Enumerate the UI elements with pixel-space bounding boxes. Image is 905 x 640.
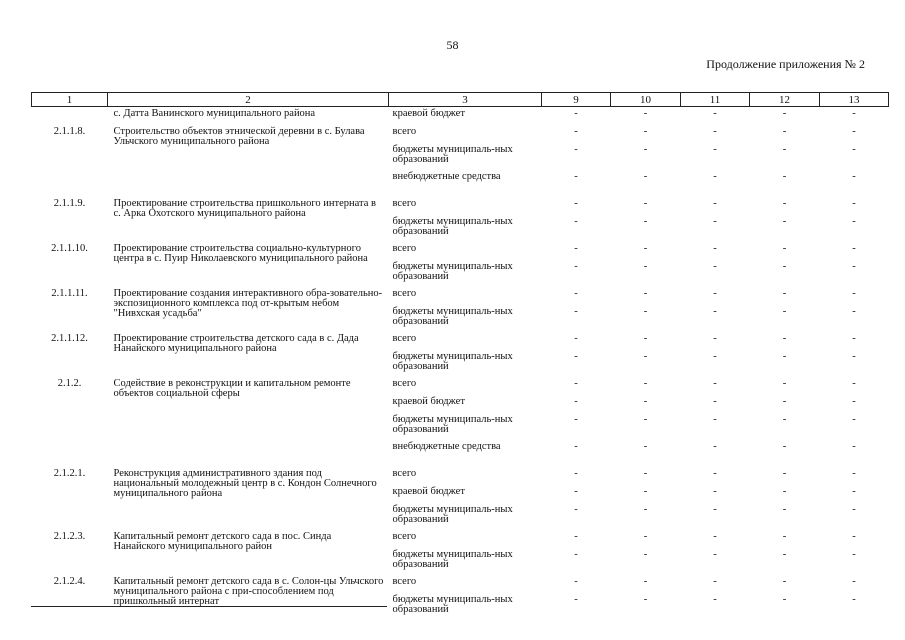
value-cell: - [852, 108, 856, 119]
value-cell: - [574, 170, 578, 182]
value-cell: - [574, 143, 578, 155]
table-row [32, 197, 889, 215]
header-row [32, 93, 889, 107]
value-cell: - [852, 485, 856, 497]
funding-source: бюджеты муниципаль-ных образований [392, 305, 513, 327]
value-cell: - [782, 287, 787, 299]
value-cell: - [713, 170, 717, 182]
value-cell: - [782, 215, 787, 227]
bottom-rule [31, 606, 387, 607]
value-cell: - [852, 143, 856, 155]
column-header: 3 [389, 93, 542, 107]
measure-name: Содействие в реконструкции и капитальном ремонте объектов социальной сферы [113, 377, 351, 399]
value-cell: - [643, 575, 648, 587]
table-row [32, 530, 889, 548]
value-cell: - [713, 530, 717, 542]
funding-source: всего [392, 125, 417, 137]
value-cell: - [852, 242, 856, 254]
value-cell: - [782, 242, 787, 254]
measure-name: Проектирование создания интерактивного обра-зовательно-экспозиционного комплекса под от-крытым небом "Нивхская усадьба" [113, 287, 383, 319]
value-cell: - [713, 197, 717, 209]
value-cell: - [713, 143, 717, 155]
value-cell: - [713, 287, 717, 299]
table-row [32, 467, 889, 485]
value-cell: - [574, 260, 578, 272]
value-cell: - [713, 215, 717, 227]
value-cell: - [574, 440, 578, 452]
measure-code: 2.1.1.12. [51, 332, 88, 344]
measure-code: 2.1.2.3. [53, 530, 86, 542]
value-cell: - [782, 575, 787, 587]
value-cell: - [852, 260, 856, 272]
value-cell: - [643, 305, 648, 317]
value-cell: - [574, 242, 578, 254]
column-header: 1 [32, 93, 108, 107]
value-cell: - [713, 575, 717, 587]
value-cell: - [643, 242, 648, 254]
value-cell: - [852, 467, 856, 479]
value-cell: - [713, 467, 717, 479]
value-cell: - [713, 377, 717, 389]
value-cell: - [852, 377, 856, 389]
column-header: 9 [542, 93, 611, 107]
value-cell: - [782, 440, 787, 452]
value-cell: - [574, 197, 578, 209]
continuation-note: Продолжение приложения № 2 [706, 57, 865, 71]
funding-source: бюджеты муниципаль-ных образований [392, 548, 513, 570]
funding-source: всего [392, 332, 417, 344]
value-cell: - [852, 215, 856, 227]
measure-code: 2.1.2. [57, 377, 82, 389]
value-cell: - [643, 350, 648, 362]
column-header: 10 [611, 93, 681, 107]
value-cell: - [782, 170, 787, 182]
value-cell: - [643, 260, 648, 272]
funding-source: краевой бюджет [392, 395, 465, 407]
value-cell: - [574, 530, 578, 542]
value-cell: - [852, 350, 856, 362]
measure-name: Реконструкция административного здания под национальный молодежный центр в с. Кондон Солнечного муниципального района [113, 467, 377, 499]
value-cell: - [852, 125, 856, 137]
value-cell: - [643, 125, 648, 137]
funding-source: всего [392, 377, 417, 389]
measure-code: 2.1.1.9. [53, 197, 86, 209]
value-cell: - [782, 377, 787, 389]
measure-name: Капитальный ремонт детского сада в пос. Синда Нанайского муниципального район [113, 530, 332, 552]
value-cell: - [852, 548, 856, 560]
value-cell: - [643, 395, 648, 407]
value-cell: - [852, 332, 856, 344]
table-row [32, 125, 889, 143]
measure-name: Проектирование строительства пришкольного интерната в с. Арка Охотского муниципального района [113, 197, 376, 219]
funding-source: бюджеты муниципаль-ных образований [392, 593, 513, 615]
value-cell: - [643, 530, 648, 542]
value-cell: - [713, 242, 717, 254]
value-cell: - [574, 287, 578, 299]
value-cell: - [713, 332, 717, 344]
value-cell: - [713, 395, 717, 407]
value-cell: - [643, 593, 648, 605]
table-body [32, 107, 889, 620]
value-cell: - [782, 305, 787, 317]
value-cell: - [643, 332, 648, 344]
value-cell: - [713, 485, 717, 497]
table-row [32, 242, 889, 260]
value-cell: - [643, 197, 648, 209]
funding-source: бюджеты муниципаль-ных образований [392, 215, 513, 237]
measure-name: Капитальный ремонт детского сада в с. Солон-цы Ульчского муниципального района с при-способлением под пришкольный интернат [113, 575, 384, 607]
value-cell: - [782, 467, 787, 479]
value-cell: - [574, 377, 578, 389]
table-row [32, 287, 889, 305]
funding-source: внебюджетные средства [392, 440, 501, 452]
value-cell: - [852, 575, 856, 587]
value-cell: - [643, 467, 648, 479]
measure-name: Проектирование строительства детского сада в с. Дада Нанайского муниципального района [113, 332, 359, 354]
funding-source: бюджеты муниципаль-ных образований [392, 350, 513, 372]
funding-source: краевой бюджет [392, 108, 465, 119]
value-cell: - [782, 593, 787, 605]
value-cell: - [782, 332, 787, 344]
funding-source: всего [392, 242, 417, 254]
funding-source: всего [392, 575, 417, 587]
value-cell: - [713, 413, 717, 425]
value-cell: - [643, 108, 648, 119]
value-cell: - [713, 108, 717, 119]
funding-source: внебюджетные средства [392, 170, 501, 182]
value-cell: - [643, 485, 648, 497]
measure-code: 2.1.1.8. [53, 125, 86, 137]
value-cell: - [852, 197, 856, 209]
funding-source: всего [392, 467, 417, 479]
value-cell: - [643, 377, 648, 389]
value-cell: - [574, 593, 578, 605]
value-cell: - [713, 350, 717, 362]
value-cell: - [782, 125, 787, 137]
column-header: 2 [108, 93, 389, 107]
value-cell: - [713, 440, 717, 452]
measure-code [32, 107, 108, 125]
value-cell: - [852, 593, 856, 605]
value-cell: - [574, 108, 578, 119]
value-cell: - [643, 503, 648, 515]
value-cell: - [574, 395, 578, 407]
value-cell: - [643, 143, 648, 155]
value-cell: - [852, 413, 856, 425]
value-cell: - [782, 485, 787, 497]
value-cell: - [782, 143, 787, 155]
value-cell: - [643, 548, 648, 560]
value-cell: - [782, 108, 787, 119]
value-cell: - [852, 440, 856, 452]
value-cell: - [713, 125, 717, 137]
measure-code: 2.1.1.10. [51, 242, 88, 254]
funding-source: бюджеты муниципаль-ных образований [392, 143, 513, 165]
value-cell: - [852, 395, 856, 407]
measure-code: 2.1.1.11. [51, 287, 88, 299]
funding-source: всего [392, 287, 417, 299]
value-cell: - [574, 503, 578, 515]
value-cell: - [574, 575, 578, 587]
table-row [32, 107, 889, 125]
table-row [32, 332, 889, 350]
value-cell: - [782, 548, 787, 560]
value-cell: - [574, 485, 578, 497]
value-cell: - [782, 350, 787, 362]
value-cell: - [574, 332, 578, 344]
value-cell: - [713, 260, 717, 272]
measure-name: Проектирование строительства социально-культурного центра в с. Пуир Николаевского муниципального района [113, 242, 368, 264]
value-cell: - [574, 413, 578, 425]
value-cell: - [574, 467, 578, 479]
value-cell: - [852, 530, 856, 542]
value-cell: - [852, 287, 856, 299]
value-cell: - [713, 305, 717, 317]
value-cell: - [643, 413, 648, 425]
value-cell: - [574, 548, 578, 560]
value-cell: - [852, 170, 856, 182]
value-cell: - [782, 197, 787, 209]
measure-code: 2.1.2.1. [53, 467, 86, 479]
table-row [32, 377, 889, 395]
value-cell: - [574, 215, 578, 227]
funding-source: всего [392, 197, 417, 209]
column-header: 12 [750, 93, 820, 107]
value-cell: - [782, 530, 787, 542]
value-cell: - [643, 440, 648, 452]
value-cell: - [782, 395, 787, 407]
budget-table [31, 92, 889, 620]
funding-source: бюджеты муниципаль-ных образований [392, 503, 513, 525]
funding-source: бюджеты муниципаль-ных образований [392, 413, 513, 435]
value-cell: - [574, 350, 578, 362]
funding-source: краевой бюджет [392, 485, 465, 497]
value-cell: - [782, 503, 787, 515]
value-cell: - [643, 287, 648, 299]
table-row [32, 575, 889, 593]
page-number: 58 [446, 38, 459, 52]
measure-name: Строительство объектов этнической деревни в с. Булава Ульчского муниципального района [113, 125, 365, 147]
measure-name: с. Датта Ванинского муниципального района [113, 108, 316, 119]
value-cell: - [713, 593, 717, 605]
value-cell: - [782, 260, 787, 272]
value-cell: - [852, 503, 856, 515]
value-cell: - [574, 125, 578, 137]
value-cell: - [643, 215, 648, 227]
value-cell: - [574, 305, 578, 317]
funding-source: бюджеты муниципаль-ных образований [392, 260, 513, 282]
funding-source: всего [392, 530, 417, 542]
value-cell: - [852, 305, 856, 317]
column-header: 13 [820, 93, 889, 107]
value-cell: - [713, 548, 717, 560]
value-cell: - [782, 413, 787, 425]
measure-code: 2.1.2.4. [53, 575, 86, 587]
column-header: 11 [681, 93, 750, 107]
value-cell: - [643, 170, 648, 182]
value-cell: - [713, 503, 717, 515]
